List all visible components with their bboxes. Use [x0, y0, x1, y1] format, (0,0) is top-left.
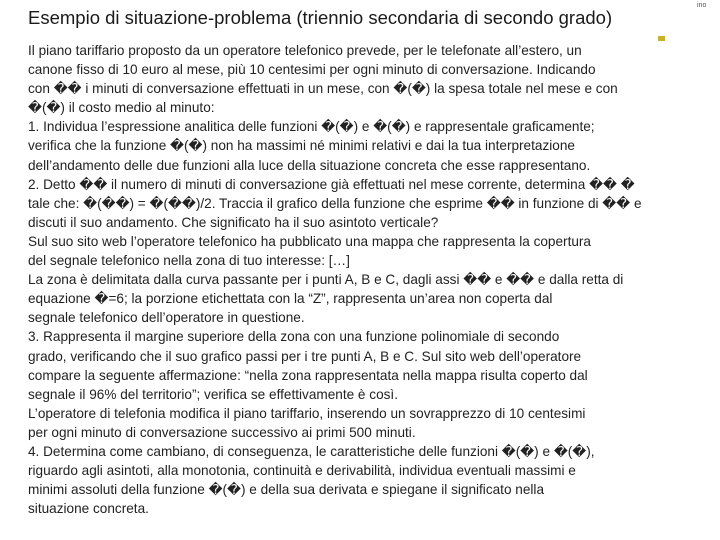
text-line: dell’andamento delle due funzioni alla luce della situazione concreta che esse rappresentano. [28, 157, 591, 173]
text-line: per ogni minuto di conversazione successivo ai primi 500 minuti. [28, 424, 416, 440]
corner-label: ino [697, 2, 707, 9]
slide-title: Esempio di situazione-problema (triennio secondaria di secondo grado) [28, 7, 613, 28]
text-line: �(�) il costo medio al minuto: [28, 100, 215, 116]
text-line: 2. Detto �� il numero di minuti di conversazione già effettuati nel mese corrente, determina �� � [28, 176, 635, 192]
text-line: 1. Individua l’espressione analitica delle funzioni �(�) e �(�) e rappresentale graficamente; [28, 119, 595, 135]
text-line: grado, verificando che il suo grafico passi per i tre punti A, B e C. Sul sito web dell’operatore [28, 348, 582, 364]
text-line: verifica che la funzione �(�) non ha massimi né minimi relativi e dai la tua interpretazione [28, 138, 575, 154]
text-line: riguardo agli asintoti, alla monotonia, continuità e derivabilità, individua eventuali massimi e [28, 463, 576, 479]
text-line: discuti il suo andamento. Che significato ha il suo asintoto verticale? [28, 214, 439, 230]
text-line: segnale telefonico dell’operatore in questione. [28, 310, 305, 326]
text-line: situazione concreta. [28, 501, 149, 517]
text-line: Il piano tariffario proposto da un operatore telefonico prevede, per le telefonate all’estero, un [28, 43, 582, 58]
text-line: segnale il 96% del territorio”; verifica se effettivamente è così. [28, 386, 398, 402]
text-line: 3. Rappresenta il margine superiore della zona con una funzione polinomiale di secondo [28, 329, 560, 345]
text-line: compare la seguente affermazione: “nella zona rappresentata nella mappa risulta coperto dal [28, 367, 588, 383]
text-line: canone fisso di 10 euro al mese, più 10 centesimi per ogni minuto di conversazione. Indicando [28, 62, 596, 78]
text-line: minimi assoluti della funzione �(�) e della sua derivata e spiegane il significato nella [28, 482, 545, 498]
text-line: del segnale telefonico nella zona di tuo interesse: […] [28, 253, 350, 269]
text-line: L’operatore di telefonia modifica il piano tariffario, inserendo un sovrapprezzo di 10 centesimi [28, 405, 586, 421]
text-line: tale che: �(��) = �(��)/2. Traccia il grafico della funzione che esprime �� in funzione di �� e [28, 195, 642, 211]
problem-text [28, 41, 698, 518]
text-line: con �� i minuti di conversazione effettuati in un mese, con �(�) la spesa totale nel mese e con [28, 81, 618, 97]
text-line: Sul suo sito web l’operatore telefonico ha pubblicato una mappa che rappresenta la copertura [28, 233, 591, 249]
text-line: 4. Determina come cambiano, di conseguenza, le caratteristiche delle funzioni �(�) e �(�), [28, 443, 595, 459]
text-line: equazione �=6; la porzione etichettata con la “Z”, rappresenta un’area non coperta dal [28, 291, 553, 307]
text-line: La zona è delimitata dalla curva passante per i punti A, B e C, dagli assi �� e �� e dalla retta di [28, 272, 624, 288]
